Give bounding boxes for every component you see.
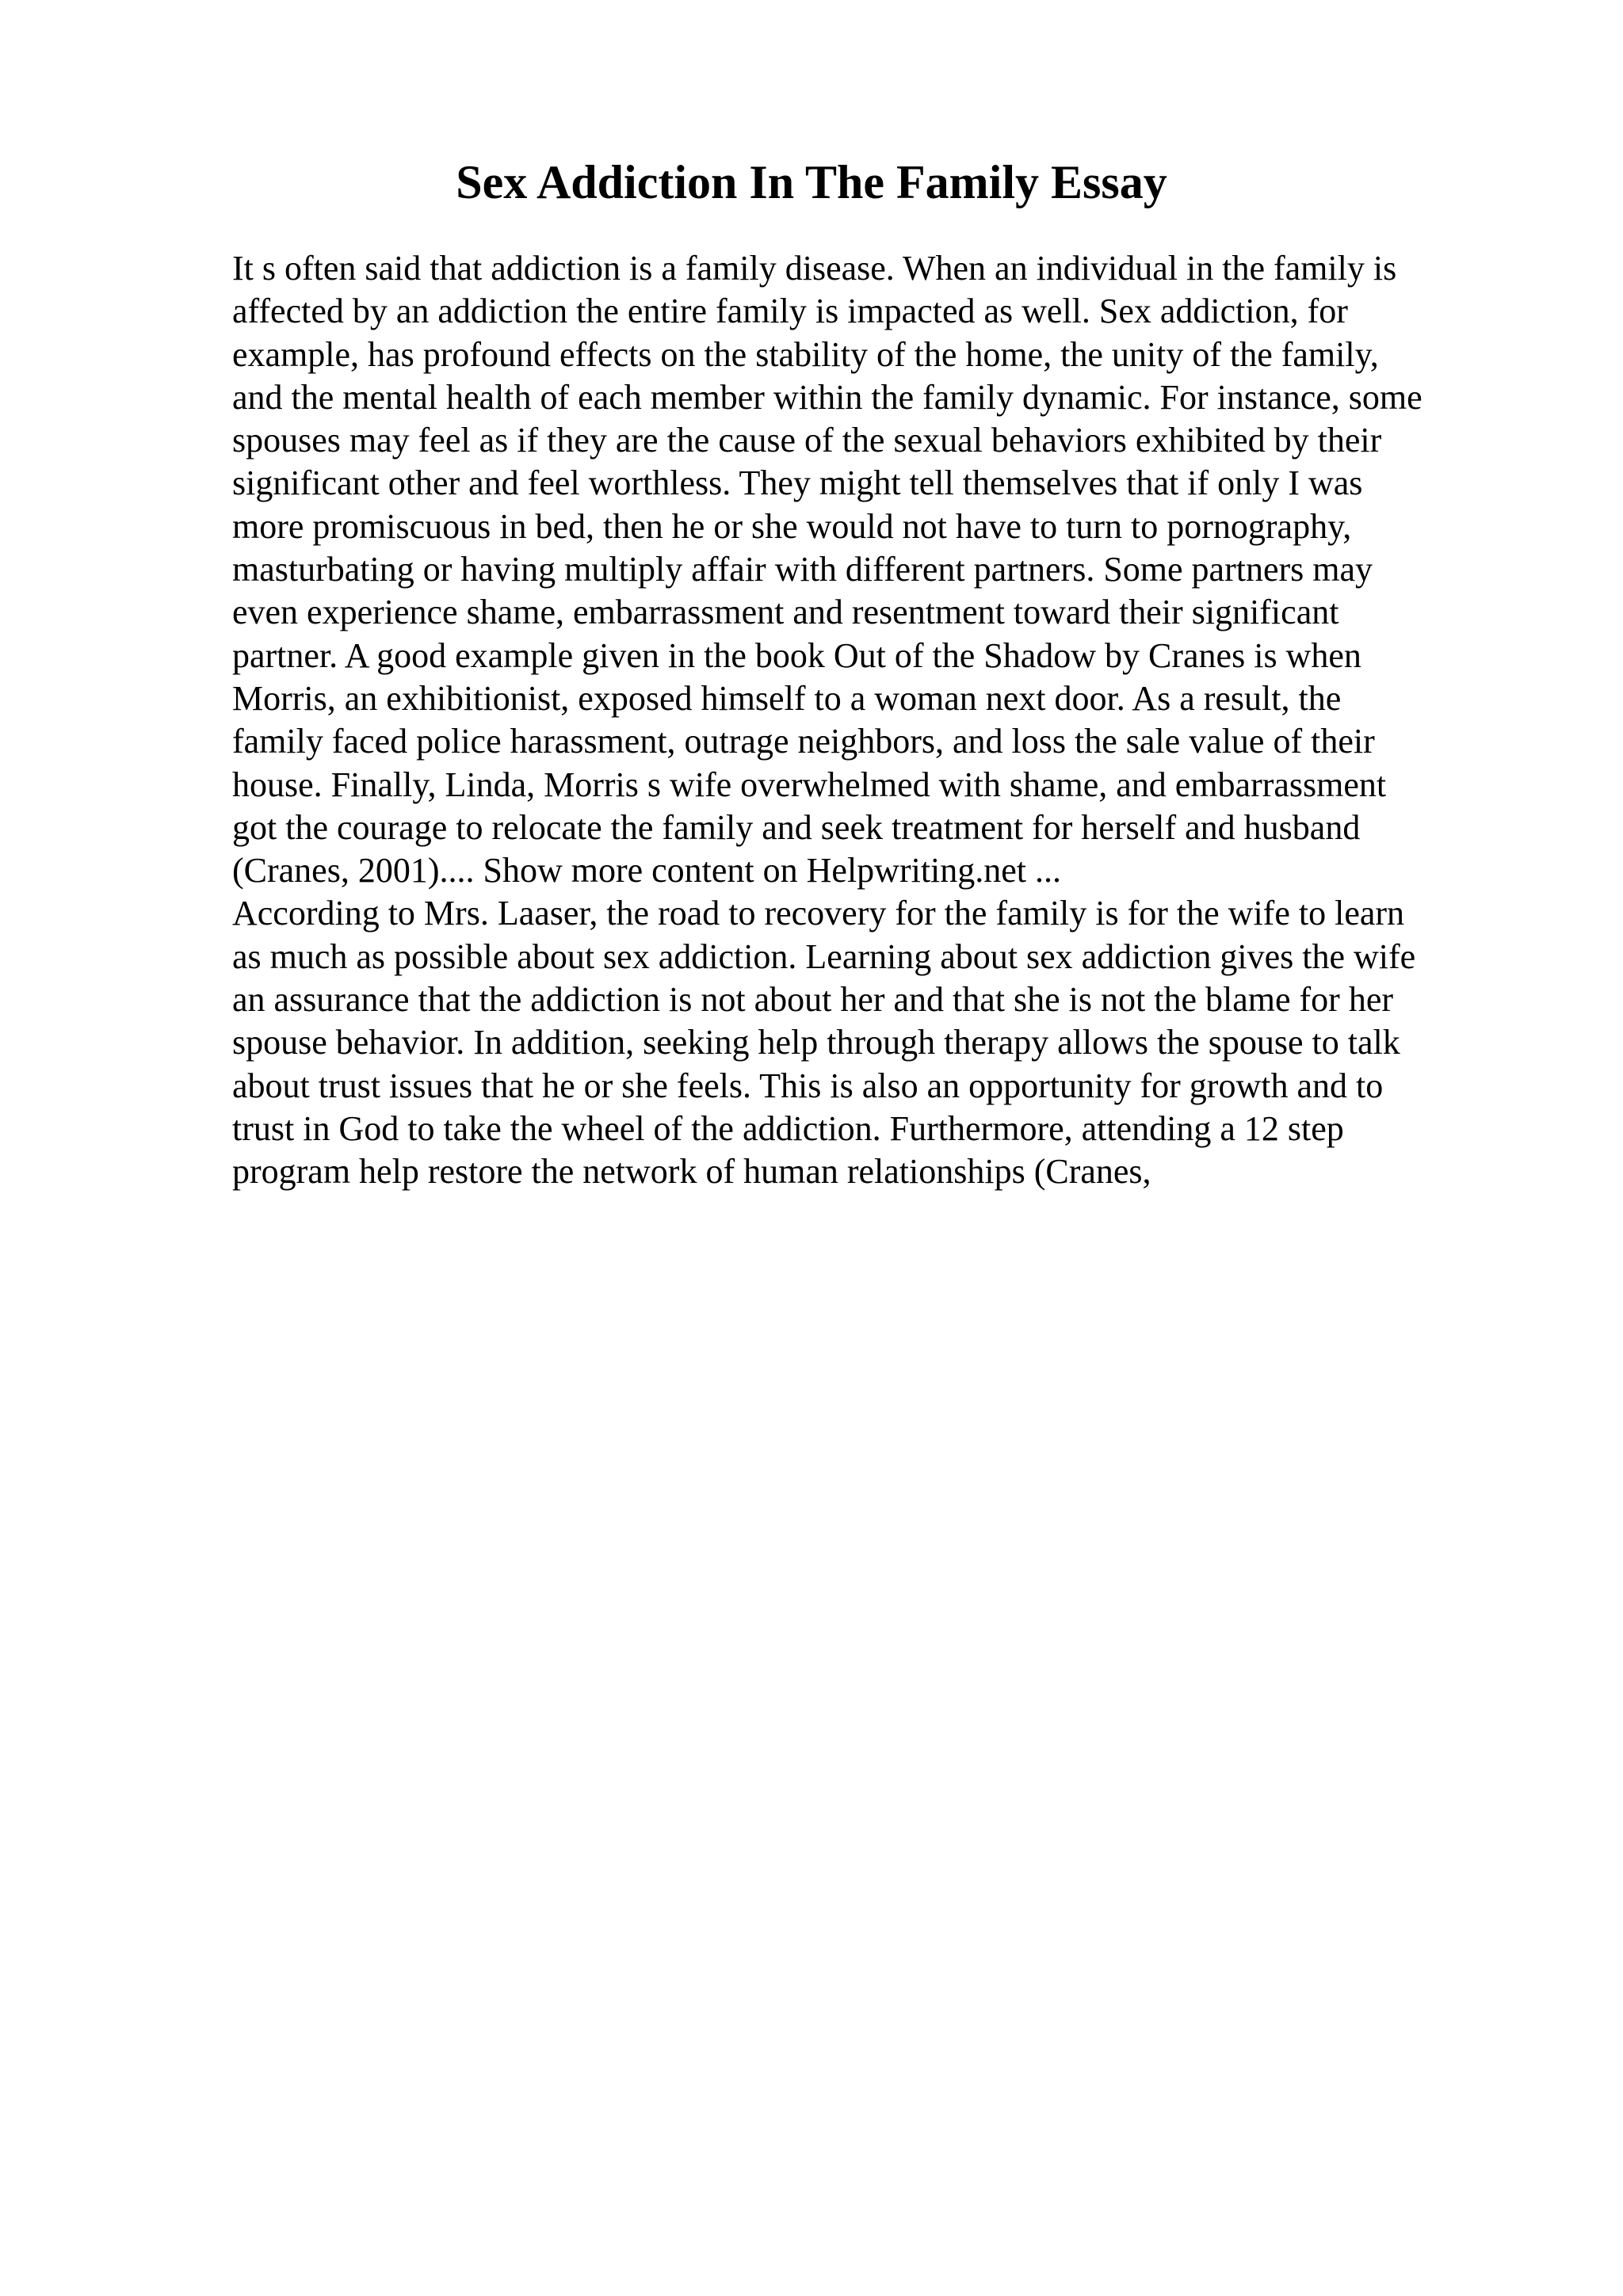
essay-line: masturbating or having multiply affair with different partners. Some partners may bbox=[232, 550, 1373, 589]
essay-line: significant other and feel worthless. They might tell themselves that if only I was bbox=[232, 463, 1363, 503]
essay-line: house. Finally, Linda, Morris s wife overwhelmed with shame, and embarrassment bbox=[232, 765, 1387, 804]
essay-body bbox=[232, 247, 1516, 1194]
essay-line: got the courage to relocate the family and seek treatment for herself and husband bbox=[232, 807, 1361, 847]
essay-line: program help restore the network of human relationships (Cranes, bbox=[232, 1152, 1151, 1192]
essay-line: about trust issues that he or she feels. This is also an opportunity for growth and to bbox=[232, 1066, 1384, 1105]
essay-line: spouse behavior. In addition, seeking help through therapy allows the spouse to talk bbox=[232, 1023, 1400, 1062]
essay-line: an assurance that the addiction is not about her and that she is not the blame for her bbox=[232, 980, 1393, 1020]
essay-line: Morris, an exhibitionist, exposed himself to a woman next door. As a result, the bbox=[232, 678, 1342, 718]
document-title: Sex Addiction In The Family Essay bbox=[456, 156, 1167, 208]
essay-line: example, has profound effects on the stability of the home, the unity of the family, bbox=[232, 334, 1379, 374]
essay-line: According to Mrs. Laaser, the road to recovery for the family is for the wife to learn bbox=[232, 894, 1405, 933]
essay-line: spouses may feel as if they are the cause of the sexual behaviors exhibited by their bbox=[232, 421, 1382, 460]
essay-line: affected by an addiction the entire family is impacted as well. Sex addiction, for bbox=[232, 292, 1348, 331]
essay-line: (Cranes, 2001).... Show more content on Helpwriting.net ... bbox=[232, 851, 1062, 891]
essay-line: even experience shame, embarrassment and resentment toward their significant bbox=[232, 593, 1339, 632]
essay-line: trust in God to take the wheel of the addiction. Furthermore, attending a 12 step bbox=[232, 1108, 1344, 1148]
essay-line: more promiscuous in bed, then he or she would not have to turn to pornography, bbox=[232, 506, 1352, 546]
essay-line: as much as possible about sex addiction. Learning about sex addiction gives the wife bbox=[232, 936, 1416, 976]
essay-line: partner. A good example given in the book Out of the Shadow by Cranes is when bbox=[232, 635, 1361, 675]
essay-line: and the mental health of each member within the family dynamic. For instance, some bbox=[232, 377, 1423, 417]
essay-line: family faced police harassment, outrage neighbors, and loss the sale value of their bbox=[232, 722, 1375, 761]
essay-line: It s often said that addiction is a family disease. When an individual in the family is bbox=[232, 249, 1397, 288]
